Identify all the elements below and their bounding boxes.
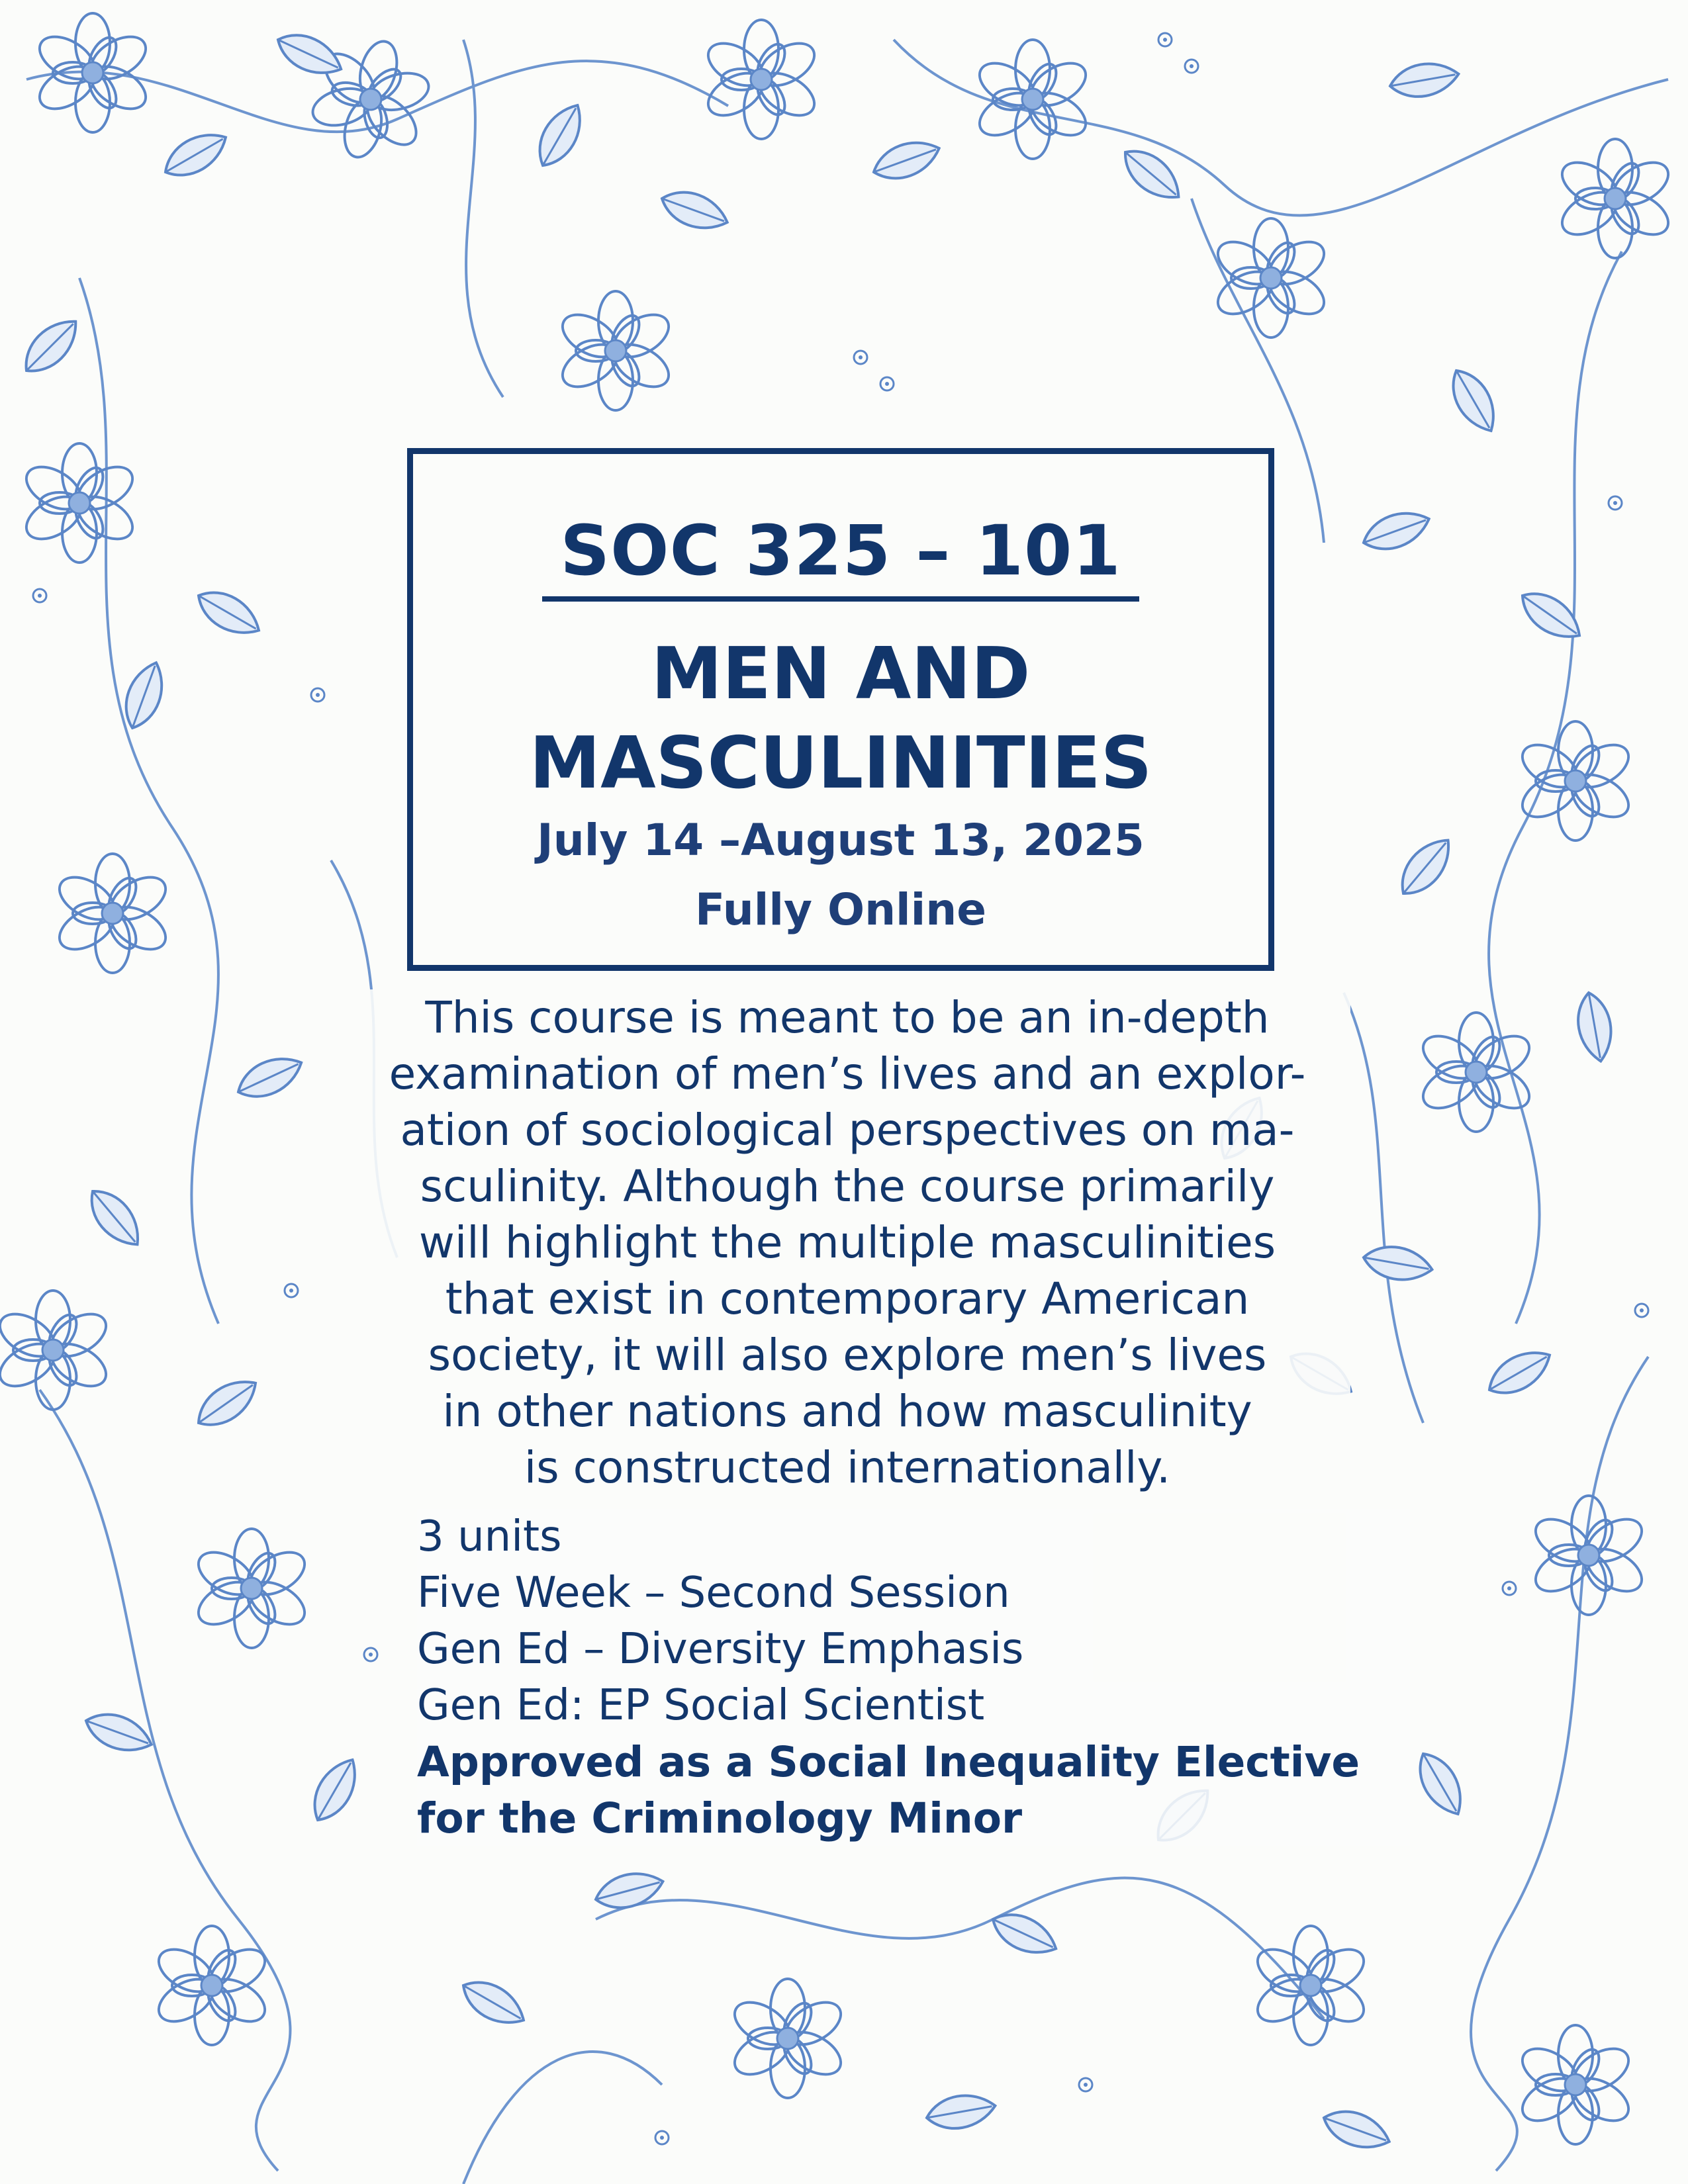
course-format: Fully Online bbox=[694, 884, 987, 935]
course-code: SOC 325 – 101 bbox=[560, 510, 1121, 591]
course-title-line-1: MEN AND bbox=[651, 633, 1031, 715]
course-title-box bbox=[407, 448, 1274, 971]
course-details bbox=[417, 1509, 1410, 1846]
criminology-minor-detail: for the Criminology Minor bbox=[417, 1794, 1023, 1843]
course-title bbox=[413, 629, 1268, 808]
description-line: will highlight the multiple masculinities bbox=[418, 1217, 1276, 1268]
description-line: that exist in contemporary American bbox=[445, 1273, 1250, 1324]
gen-ed-diversity-detail: Gen Ed – Diversity Emphasis bbox=[417, 1625, 1024, 1674]
description-line: This course is meant to be an in-depth bbox=[425, 992, 1270, 1043]
description-line: in other nations and how masculinity bbox=[442, 1386, 1252, 1437]
units-detail: 3 units bbox=[417, 1512, 562, 1561]
elective-approval-detail: Approved as a Social Inequality Elective bbox=[417, 1738, 1360, 1786]
gen-ed-ep-detail: Gen Ed: EP Social Scientist bbox=[417, 1681, 985, 1730]
title-divider bbox=[542, 596, 1139, 602]
course-dates: July 14 –August 13, 2025 bbox=[537, 815, 1145, 866]
description-line: society, it will also explore men’s lives bbox=[428, 1330, 1267, 1381]
course-title-line-2: MASCULINITIES bbox=[529, 722, 1152, 805]
description-line: examination of men’s lives and an explor- bbox=[389, 1048, 1306, 1099]
description-line: ation of sociological perspectives on ma- bbox=[400, 1105, 1295, 1156]
description-line: sculinity. Although the course primarily bbox=[420, 1161, 1275, 1212]
description-line: is constructed internationally. bbox=[524, 1442, 1171, 1493]
session-detail: Five Week – Second Session bbox=[417, 1569, 1010, 1617]
course-description bbox=[344, 989, 1350, 1496]
